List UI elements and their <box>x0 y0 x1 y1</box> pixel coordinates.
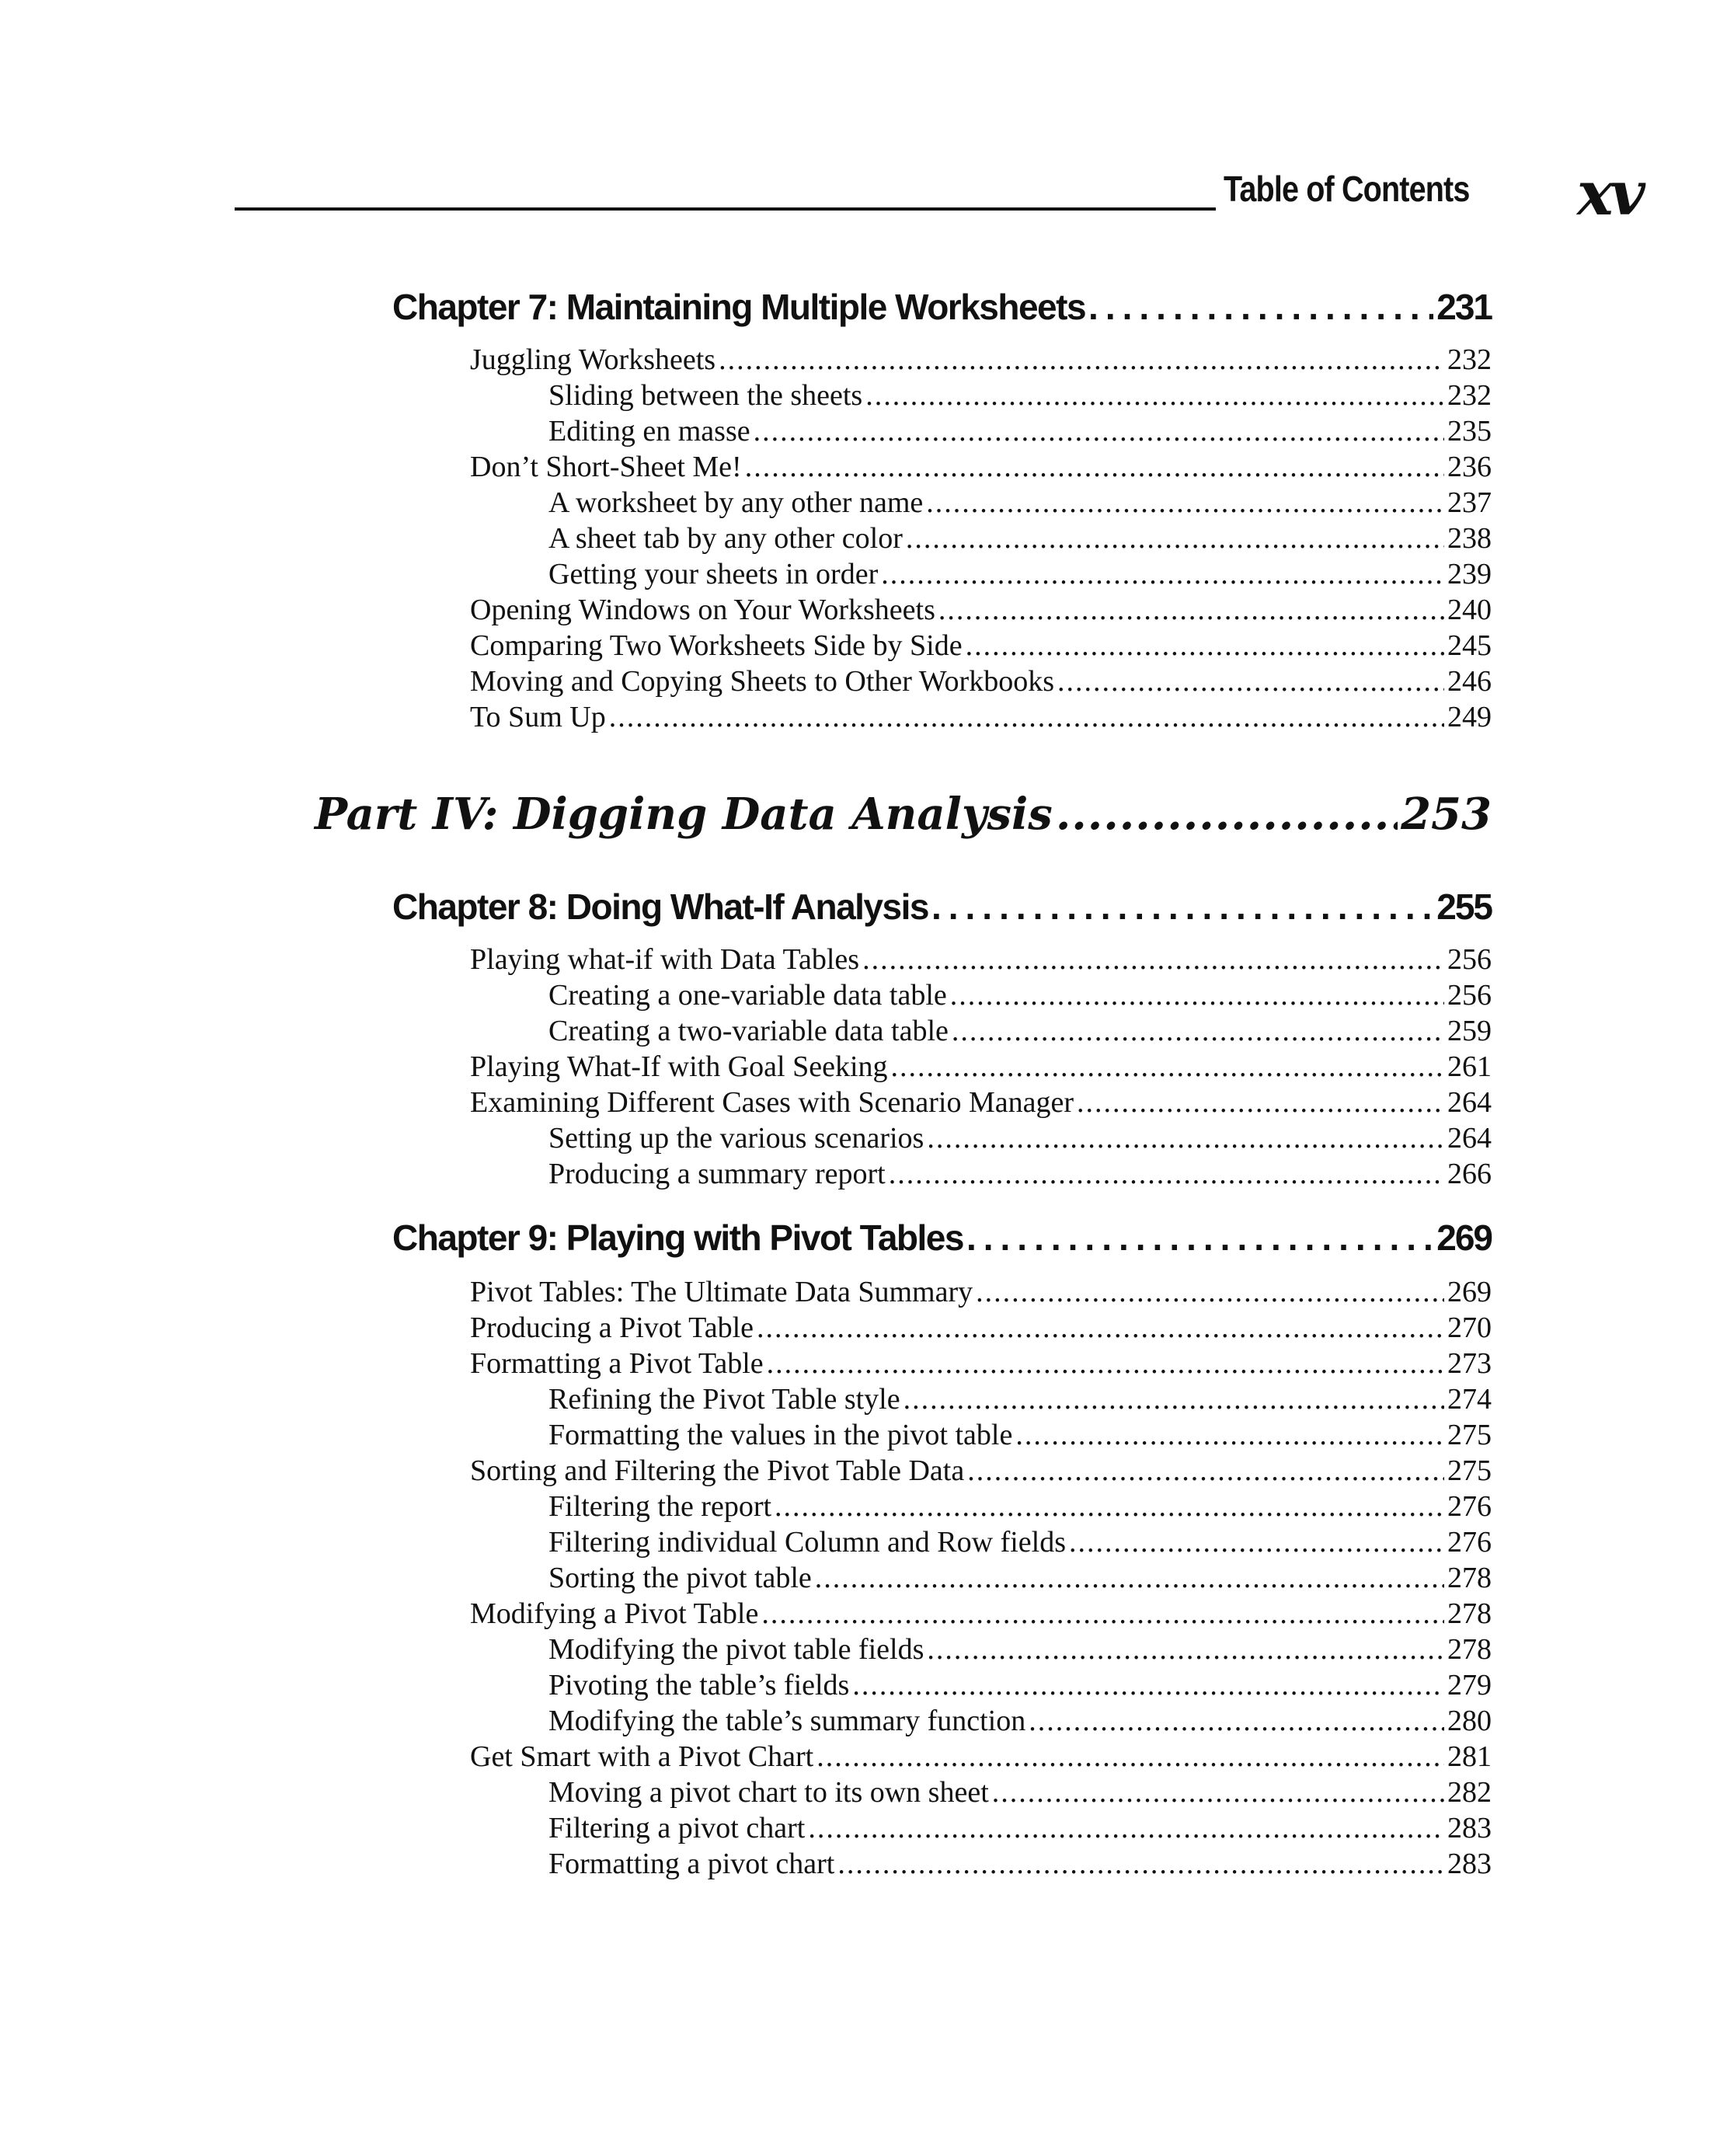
entry-page: 273 <box>1447 1347 1492 1380</box>
entry-page: 246 <box>1447 665 1492 698</box>
entry-page: 278 <box>1447 1562 1492 1594</box>
entry-title: Getting your sheets in order <box>548 558 879 590</box>
entry-title: Playing what-if with Data Tables <box>470 943 860 976</box>
dot-leader <box>927 1632 1444 1667</box>
toc-entry[interactable] <box>548 414 1492 450</box>
entry-title: Filtering the report <box>548 1490 772 1523</box>
toc-entry[interactable] <box>548 1525 1492 1561</box>
entry-title: Formatting a Pivot Table <box>470 1347 764 1380</box>
entry-title: Modifying the table’s summary function <box>548 1705 1026 1737</box>
dot-leader <box>837 1847 1444 1881</box>
dot-leader <box>952 1014 1444 1048</box>
entry-title: Producing a Pivot Table <box>470 1311 754 1344</box>
toc-entry[interactable] <box>470 1454 1492 1489</box>
entry-page: 276 <box>1447 1526 1492 1559</box>
toc-entry[interactable] <box>548 486 1492 521</box>
entry-page: 245 <box>1447 629 1492 662</box>
entry-page: 274 <box>1447 1383 1492 1416</box>
dot-leader <box>862 942 1444 977</box>
entry-title: Creating a one-variable data table <box>548 979 947 1012</box>
entry-page: 264 <box>1447 1086 1492 1119</box>
dot-leader <box>609 700 1444 734</box>
entry-title: Sorting and Filtering the Pivot Table Data <box>470 1454 965 1487</box>
dot-leader <box>967 1454 1444 1488</box>
entry-title: Modifying the pivot table fields <box>548 1633 924 1666</box>
entry-page: 236 <box>1447 451 1492 483</box>
toc-entry[interactable] <box>548 1121 1492 1157</box>
dot-leader <box>950 978 1444 1012</box>
dot-leader <box>745 450 1444 484</box>
dot-leader <box>1088 286 1433 328</box>
entry-title: Filtering a pivot chart <box>548 1812 806 1844</box>
dot-leader <box>906 521 1444 556</box>
entry-page: 275 <box>1447 1419 1492 1451</box>
toc-entry[interactable] <box>548 1561 1492 1597</box>
entry-title: Get Smart with a Pivot Chart <box>470 1740 814 1773</box>
entry-title: Formatting a pivot chart <box>548 1848 835 1880</box>
toc-entry[interactable] <box>548 1668 1492 1704</box>
entry-page: 232 <box>1447 343 1492 376</box>
entry-page: 256 <box>1447 979 1492 1012</box>
chapter-title: Chapter 9: Playing with Pivot Tables <box>392 1217 963 1258</box>
entry-page: 235 <box>1447 415 1492 448</box>
dot-leader <box>966 1217 1433 1259</box>
chapter-page: 231 <box>1436 287 1492 327</box>
entry-page: 249 <box>1447 701 1492 733</box>
header-rule <box>235 207 1216 211</box>
part-heading[interactable] <box>315 789 1492 851</box>
dot-leader <box>891 1050 1444 1084</box>
dot-leader <box>904 1382 1444 1416</box>
entry-title: Creating a two-variable data table <box>548 1015 949 1047</box>
dot-leader <box>926 486 1444 520</box>
entry-title: Pivoting the table’s fields <box>548 1669 850 1701</box>
page-number: xv <box>1577 158 1642 229</box>
toc-entry[interactable] <box>470 1050 1492 1085</box>
toc-entry[interactable] <box>470 343 1492 378</box>
toc-entry[interactable] <box>548 1418 1492 1454</box>
toc-entry[interactable] <box>470 1740 1492 1775</box>
entry-page: 282 <box>1447 1776 1492 1809</box>
toc-entry[interactable] <box>548 978 1492 1014</box>
toc-entry[interactable] <box>470 664 1492 700</box>
toc-entry[interactable] <box>470 1311 1492 1346</box>
dot-leader <box>757 1311 1444 1345</box>
entry-title: Editing en masse <box>548 415 750 448</box>
dot-leader <box>1056 789 1398 840</box>
entry-title: Juggling Worksheets <box>470 343 716 376</box>
entry-title: Moving and Copying Sheets to Other Workbooks <box>470 665 1054 698</box>
toc-entry[interactable] <box>548 1632 1492 1668</box>
entry-title: Sorting the pivot table <box>548 1562 812 1594</box>
dot-leader <box>865 378 1444 413</box>
entry-page: 259 <box>1447 1015 1492 1047</box>
entry-page: 279 <box>1447 1669 1492 1701</box>
dot-leader <box>881 557 1444 591</box>
dot-leader <box>761 1597 1444 1631</box>
toc-entry[interactable] <box>470 1275 1492 1311</box>
toc-entry[interactable] <box>548 1489 1492 1525</box>
chapter-page: 269 <box>1436 1217 1492 1258</box>
entry-title: Playing What-If with Goal Seeking <box>470 1050 888 1083</box>
dot-leader <box>1015 1418 1444 1452</box>
entry-page: 276 <box>1447 1490 1492 1523</box>
dot-leader <box>927 1121 1444 1155</box>
toc-entry[interactable] <box>548 1847 1492 1883</box>
entry-page: 238 <box>1447 522 1492 555</box>
entry-title: A worksheet by any other name <box>548 486 924 519</box>
entry-title: Sliding between the sheets <box>548 379 863 412</box>
dot-leader <box>931 886 1433 928</box>
entry-page: 269 <box>1447 1276 1492 1308</box>
toc-entry[interactable] <box>548 1382 1492 1418</box>
dot-leader <box>816 1740 1444 1774</box>
part-title: Part IV: Digging Data Analysis <box>315 789 1053 840</box>
entry-title: Filtering individual Column and Row fields <box>548 1526 1067 1559</box>
dot-leader <box>889 1157 1444 1191</box>
entry-page: 278 <box>1447 1633 1492 1666</box>
dot-leader <box>1069 1525 1444 1559</box>
toc-entry[interactable] <box>470 942 1492 978</box>
entry-page: 283 <box>1447 1812 1492 1844</box>
entry-title: Setting up the various scenarios <box>548 1122 924 1155</box>
entry-page: 275 <box>1447 1454 1492 1487</box>
entry-title: Examining Different Cases with Scenario Manager <box>470 1086 1074 1119</box>
chapter-title: Chapter 8: Doing What-If Analysis <box>392 886 928 927</box>
toc-entry[interactable] <box>548 1704 1492 1740</box>
dot-leader <box>775 1489 1444 1524</box>
toc-entry[interactable] <box>548 1811 1492 1847</box>
toc-entry[interactable] <box>548 1775 1492 1811</box>
entry-page: 239 <box>1447 558 1492 590</box>
chapter-page: 255 <box>1436 886 1492 927</box>
entry-page: 256 <box>1447 943 1492 976</box>
toc-entry[interactable] <box>548 1014 1492 1050</box>
dot-leader <box>966 629 1444 663</box>
entry-title: Formatting the values in the pivot table <box>548 1419 1013 1451</box>
entry-page: 278 <box>1447 1597 1492 1630</box>
entry-title: Producing a summary report <box>548 1158 886 1190</box>
entry-page: 270 <box>1447 1311 1492 1344</box>
toc-entry[interactable] <box>470 1597 1492 1632</box>
part-page: 253 <box>1401 789 1492 840</box>
dot-leader <box>1077 1085 1444 1120</box>
entry-page: 266 <box>1447 1158 1492 1190</box>
toc-entry[interactable] <box>470 700 1492 736</box>
chapter-heading[interactable] <box>392 286 1492 333</box>
dot-leader <box>767 1346 1444 1381</box>
entry-title: Refining the Pivot Table style <box>548 1383 900 1416</box>
dot-leader <box>976 1275 1444 1309</box>
dot-leader <box>852 1668 1444 1702</box>
entry-title: Don’t Short-Sheet Me! <box>470 451 742 483</box>
entry-page: 232 <box>1447 379 1492 412</box>
entry-page: 261 <box>1447 1050 1492 1083</box>
entry-page: 283 <box>1447 1848 1492 1880</box>
toc-entry[interactable] <box>548 557 1492 593</box>
dot-leader <box>815 1561 1444 1595</box>
toc-entry[interactable] <box>548 521 1492 557</box>
chapter-heading[interactable] <box>392 886 1492 932</box>
entry-page: 237 <box>1447 486 1492 519</box>
dot-leader <box>754 414 1444 448</box>
entry-title: Modifying a Pivot Table <box>470 1597 759 1630</box>
running-header-title: Table of Contents <box>1224 169 1470 209</box>
entry-page: 281 <box>1447 1740 1492 1773</box>
entry-page: 264 <box>1447 1122 1492 1155</box>
dot-leader <box>1029 1704 1444 1738</box>
chapter-title: Chapter 7: Maintaining Multiple Worksheets <box>392 287 1086 327</box>
entry-title: To Sum Up <box>470 701 606 733</box>
toc-entry[interactable] <box>548 1157 1492 1193</box>
toc-entry[interactable] <box>470 593 1492 629</box>
entry-page: 280 <box>1447 1705 1492 1737</box>
entry-title: A sheet tab by any other color <box>548 522 903 555</box>
toc-entry[interactable] <box>470 1085 1492 1121</box>
toc-entry[interactable] <box>470 450 1492 486</box>
dot-leader <box>1057 664 1444 698</box>
entry-title: Moving a pivot chart to its own sheet <box>548 1776 989 1809</box>
dot-leader <box>808 1811 1444 1845</box>
entry-title: Comparing Two Worksheets Side by Side <box>470 629 963 662</box>
entry-page: 240 <box>1447 594 1492 626</box>
entry-title: Pivot Tables: The Ultimate Data Summary <box>470 1276 973 1308</box>
toc-entry[interactable] <box>548 378 1492 414</box>
entry-title: Opening Windows on Your Worksheets <box>470 594 935 626</box>
dot-leader <box>938 593 1444 627</box>
chapter-heading[interactable] <box>392 1217 1492 1263</box>
dot-leader <box>719 343 1444 377</box>
toc-entry[interactable] <box>470 629 1492 664</box>
toc-entry[interactable] <box>470 1346 1492 1382</box>
dot-leader <box>992 1775 1444 1809</box>
